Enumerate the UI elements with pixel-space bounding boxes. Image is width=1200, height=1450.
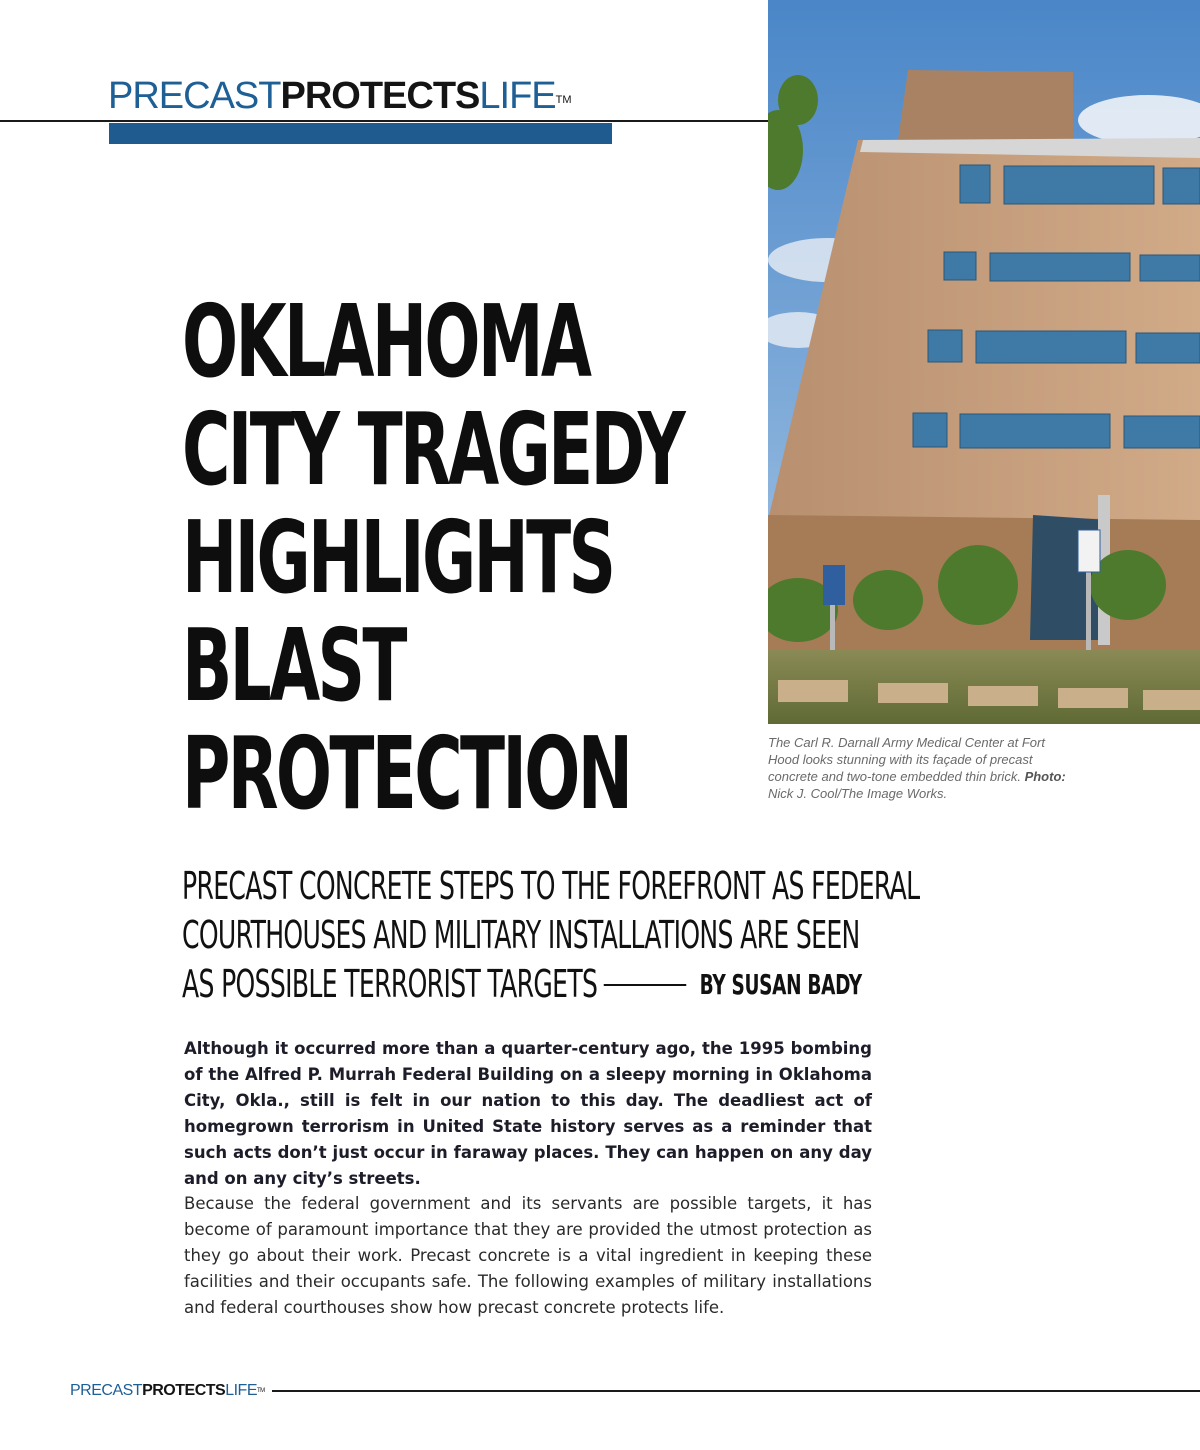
body-paragraph: Because the federal government and its servants are possible targets, it has become of paramount importance that they are provided the utmost protection as they go about their work. Precast concrete is a vital ingredient in keeping these facilities and their occupants safe. The following examples of military installations and federal courthouses show how precast concrete protects life.: [184, 1194, 872, 1317]
brand-word-life: LIFE: [479, 75, 556, 117]
deck-line-text: AS POSSIBLE TERRORIST TARGETS: [182, 962, 598, 1006]
header-rule: [0, 120, 768, 122]
byline: BY SUSAN BADY: [699, 968, 862, 1001]
deck-line: [182, 960, 862, 1009]
footer-rule: [272, 1390, 1200, 1392]
footer-brand-trademark: TM: [257, 1388, 265, 1394]
deck: [182, 862, 920, 1009]
footer-brand-word-precast: PRECAST: [70, 1382, 143, 1399]
brand-logo: [108, 74, 572, 118]
deck-rule: [604, 984, 687, 986]
brand-word-protects: PROTECTS: [280, 75, 480, 117]
brand-word-precast: PRECAST: [108, 75, 281, 117]
deck-line: COURTHOUSES AND MILITARY INSTALLATIONS ARE SEEN: [182, 913, 860, 957]
headline-line: PROTECTION: [182, 715, 631, 832]
photo-caption: [768, 734, 1078, 802]
lead-paragraph: Although it occurred more than a quarter-century ago, the 1995 bombing of the Alfred P. Murrah Federal Building on a sleepy morning in Oklahoma City, Okla., still is felt in our nation to this day. The deadliest act of homegrown terrorism in United State history serves as a reminder that such acts don’t just occur in faraway places. They can happen on any day and on any city’s streets.: [184, 1039, 872, 1188]
caption-credit: Nick J. Cool/The Image Works.: [768, 786, 948, 801]
footer-brand-logo: [70, 1381, 265, 1401]
footer-brand-word-protects: PROTECTS: [142, 1382, 226, 1399]
headline-line: OKLAHOMA: [182, 283, 590, 400]
building-photo: [768, 0, 1200, 724]
headline-line: HIGHLIGHTS: [182, 499, 614, 616]
caption-credit-label: Photo:: [1024, 769, 1066, 784]
deck-line: PRECAST CONCRETE STEPS TO THE FOREFRONT AS FEDERAL: [182, 864, 920, 908]
headline-line: CITY TRAGEDY: [182, 391, 684, 508]
headline-line: BLAST: [182, 607, 405, 724]
footer-brand-word-life: LIFE: [225, 1382, 257, 1399]
brand-trademark: TM: [555, 94, 572, 106]
header-accent-bar: [109, 123, 612, 144]
caption-text: The Carl R. Darnall Army Medical Center at Fort Hood looks stunning with its façade of precast concrete and two-tone embedded thin brick.: [768, 735, 1045, 784]
headline: [182, 283, 684, 832]
